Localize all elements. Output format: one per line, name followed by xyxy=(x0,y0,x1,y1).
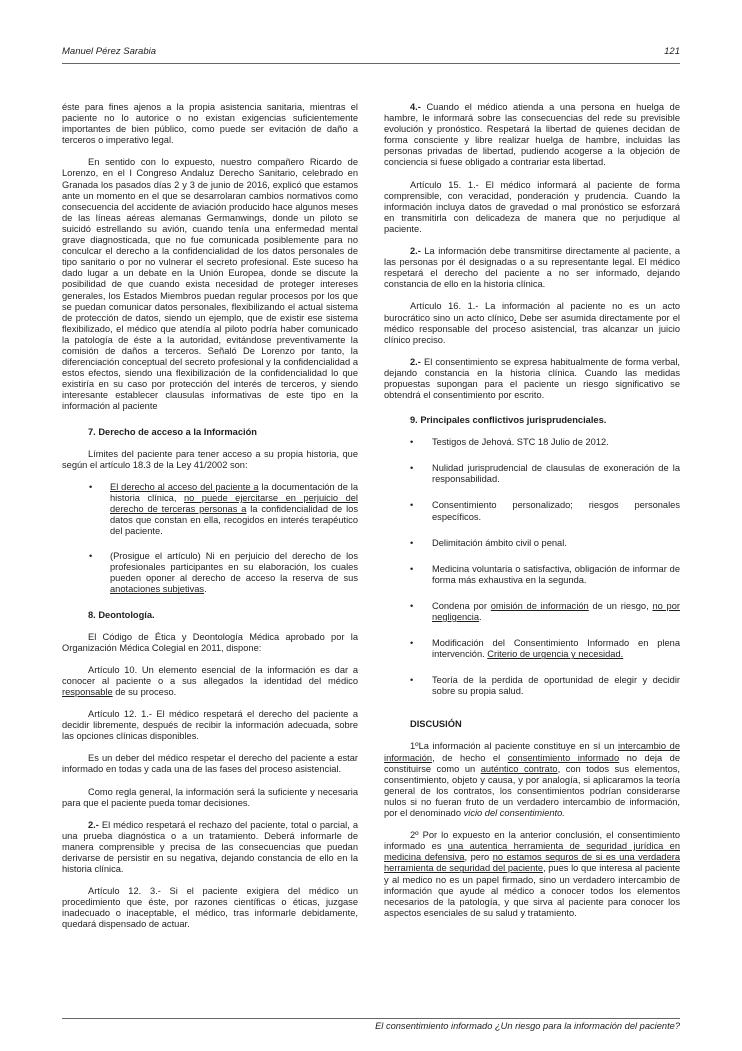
running-footer-title: El consentimiento informado ¿Un riesgo para la información del paciente? xyxy=(375,1021,680,1031)
paragraph: En sentido con lo expuesto, nuestro compañero Ricardo de Lorenzo, en el I Congreso Andaluz Derecho Sanitario, celebrado en Granada los pasados días 2 y 3 de junio de 2016, explicó que estamos ante un momento en el que se desarrolaran cambios normativos como consecuencia del accidente de aviación producido hace algunos meses de las líneas aéreas alemanas Germanwings, donde un piloto se suicidó estrellando su avión, cuando tenía una enfermedad mental grave diagnosticada, que no fue comunicada posiblemente para no conculcar el derecho a la confidencialidad de los datos personales de tipo sanitario o por no vulnerar el secreto profesional. Este suceso ha dado lugar a un debate en la Unión Europea, donde se discute la posibilidad de que cuando exista necesidad de proteger intereses generales, los Estados Miembros puedan regular procesos por los que se puedan comunicar datos personales, flexibilizando el actual sistema de protección de datos, siendo un ejemplo, que de existir ese sistema flexibilizado, el médico que atendía al piloto podría haber comunicado la patología de éste a la autoridad, evitándose preventivamente la comisión de daños a terceros. Señaló De Lorenzo por tanto, la diferenciación conceptual del secreto profesional y la confidencialidad a estos efectos, siendo una flexibilización de la confidencialidad lo que existiría en su caso por protección del interés de terceros, y siendo interesante establecer clausulas informativas de este tipo en la información al paciente xyxy=(62,157,358,412)
paragraph: Límites del paciente para tener acceso a su propia historia, que según el artículo 18.3 de la Ley 41/2002 son: xyxy=(62,448,358,470)
list-item: • Teoría de la perdida de oportunidad de elegir y decidir sobre su propia salud. xyxy=(410,675,680,697)
paragraph: 2º Por lo expuesto en la anterior conclusión, el consentimiento informado es una autentica herramienta de seguridad jurídica en medicina defensiva, pero no estamos seguros de si es una verdadera herramienta de seguridad del paciente, pues lo que interesa al paciente y al medico no es un papel firmado, sino un verdadero intercambio de información que ayude al médico a conocer todos los elementos necesarios de la patología, y que sirva al paciente para conocer los aspectos esenciales de su salud y tratamiento. xyxy=(384,830,681,918)
list-item: • Medicina voluntaria o satisfactiva, obligación de informar de forma más exhaustiva en la segunda. xyxy=(410,563,680,585)
section-heading-8: 8. Deontología. xyxy=(88,609,155,620)
list-item: • Condena por omisión de información de un riesgo, no por negligencia. xyxy=(410,600,680,622)
right-column xyxy=(384,102,680,930)
bullet-icon: • xyxy=(410,463,414,474)
running-head-author: Manuel Pérez Sarabia xyxy=(62,46,156,57)
paragraph: Artículo 15. 1.- El médico informará al paciente de forma comprensible, con veracidad, ponderación y prudencia. Cuando la información incluya datos de gravedad o mal pronóstico se esforzará en transmitirla con delicadeza de manera que no perjudique al paciente. xyxy=(384,179,680,234)
bullet-icon: • xyxy=(410,600,414,611)
list-item: • Delimitación ámbito civil o penal. xyxy=(410,537,567,548)
bullet-icon: • xyxy=(89,481,93,492)
page-number: 121 xyxy=(664,46,680,57)
paragraph: 2.- El médico respetará el rechazo del paciente, total o parcial, a una prueba diagnóstica o a un tratamiento. Deberá informarle de manera comprensible y precisa de las consecuencias que puedan derivarse de persistir en su negativa, dejando constancia de ello en la historia clínica. xyxy=(62,819,358,875)
list-item: • Nulidad jurisprudencial de clausulas de exoneración de la responsabilidad. xyxy=(410,463,680,485)
paragraph: Como regla general, la información será la suficiente y necesaria para que el paciente pueda tomar decisiones. xyxy=(62,786,358,808)
section-heading-9: 9. Principales conflictivos jurisprudenciales. xyxy=(410,415,607,426)
bullet-icon: • xyxy=(410,537,414,548)
discussion-heading: DISCUSIÓN xyxy=(410,719,462,730)
bullet-icon: • xyxy=(410,675,414,686)
bullet-icon: • xyxy=(89,551,93,562)
paragraph: Artículo 10. Un elemento esencial de la información es dar a conocer al paciente o a sus allegados la identidad del médico responsable de su proceso. xyxy=(62,664,358,697)
paragraph: El Código de Ética y Deontología Médica aprobado por la Organización Médica Colegial en 2011, dispone: xyxy=(62,631,358,653)
paragraph: 1ºLa información al paciente constituye en sí un intercambio de información, de hecho el consentimiento informado no deja de constituirse como un auténtico contrato, con todos sus elementos, consentimiento, objeto y causa, y por analogía, si aplicaramos la teoría general de los contratos, los consentimientos podrían considerarse nulos si no fueran fruto de un verdadero intercambio de información, por el denominado vicio del consentimiento. xyxy=(384,741,680,819)
paragraph: Artículo 12. 3.- Si el paciente exigiera del médico un procedimiento que éste, por razones científicas o éticas, juzgase inadecuado o inaceptable, el médico, tras informarle debidamente, quedará dispensado de actuar. xyxy=(62,886,358,930)
list-item: • El derecho al acceso del paciente a la documentación de la historia clínica, no puede ejercitarse en perjuicio del derecho de terceras personas a la confidencialidad de los datos que constan en ella, recogidos en interés terapéutico del paciente. xyxy=(89,481,358,537)
list-item: • Consentimiento personalizado; riesgos personales específicos. xyxy=(410,500,680,522)
left-column xyxy=(62,102,358,942)
paragraph: Artículo 16. 1.- La información al paciente no es un acto burocrático sino un acto clínico. Debe ser asumida directamente por el médico responsable del proceso asistencial, tras alcanzar un juicio clínico preciso. xyxy=(384,301,680,345)
bullet-icon: • xyxy=(410,563,414,574)
paragraph: 2.- El consentimiento se expresa habitualmente de forma verbal, dejando constancia en la historia clínica. Cuando las medidas propuestas supongan para el paciente un riesgo significativo se obtendrá el consentimiento por escrito. xyxy=(384,356,680,401)
list-item: • Modificación del Consentimiento Informado en plena intervención. Criterio de urgencia y necesidad. xyxy=(410,638,680,660)
conflicts-list xyxy=(384,437,680,697)
list-item: • Testigos de Jehová. STC 18 Julio de 2012. xyxy=(410,437,609,448)
paragraph: Artículo 12. 1.- El médico respetará el derecho del paciente a decidir libremente, después de recibir la información adecuada, sobre las opciones clínicas disponibles. xyxy=(62,709,358,742)
bullet-icon: • xyxy=(410,500,414,511)
page-header xyxy=(62,43,680,64)
paragraph: 2.- La información debe transmitirse directamente al paciente, a las personas por él designadas o a su representante legal. El médico respetará el derecho del paciente a no ser informado, dejando constancia de ello en la historia clínica. xyxy=(384,246,680,290)
paragraph: éste para fines ajenos a la propia asistencia sanitaria, mientras el paciente no lo autorice o no existan exigencias suficientemente importantes de bien público, como puede ser evitación de daño a terceros o imperativo legal. xyxy=(62,102,358,146)
section-heading-7: 7. Derecho de acceso a la Información xyxy=(88,426,257,437)
paragraph: Es un deber del médico respetar el derecho del paciente a estar informado en todas y cada una de las fases del proceso asistencial. xyxy=(62,753,358,775)
bullet-icon: • xyxy=(410,638,414,649)
access-limits-list xyxy=(62,482,358,596)
bullet-icon: • xyxy=(410,437,414,448)
paragraph: 4.- Cuando el médico atienda a una persona en huelga de hambre, le informará sobre las consecuencias del rede su previsible evolución y pronóstico. Respetará la libertad de quienes decidan de forma consciente y libre realizar huelga de hambre, incluidas las personas privadas de libertad, pudiendo acogerse a la objeción de conciencia si fuese obligado a contrariar esta libertad. xyxy=(384,102,680,168)
list-item: • (Prosigue el artículo) Ni en perjuicio del derecho de los profesionales participantes en su elaboración, los cuales pueden oponer al derecho de acceso la reserva de sus anotaciones subjetivas. xyxy=(89,551,358,595)
page-footer xyxy=(62,1018,680,1031)
